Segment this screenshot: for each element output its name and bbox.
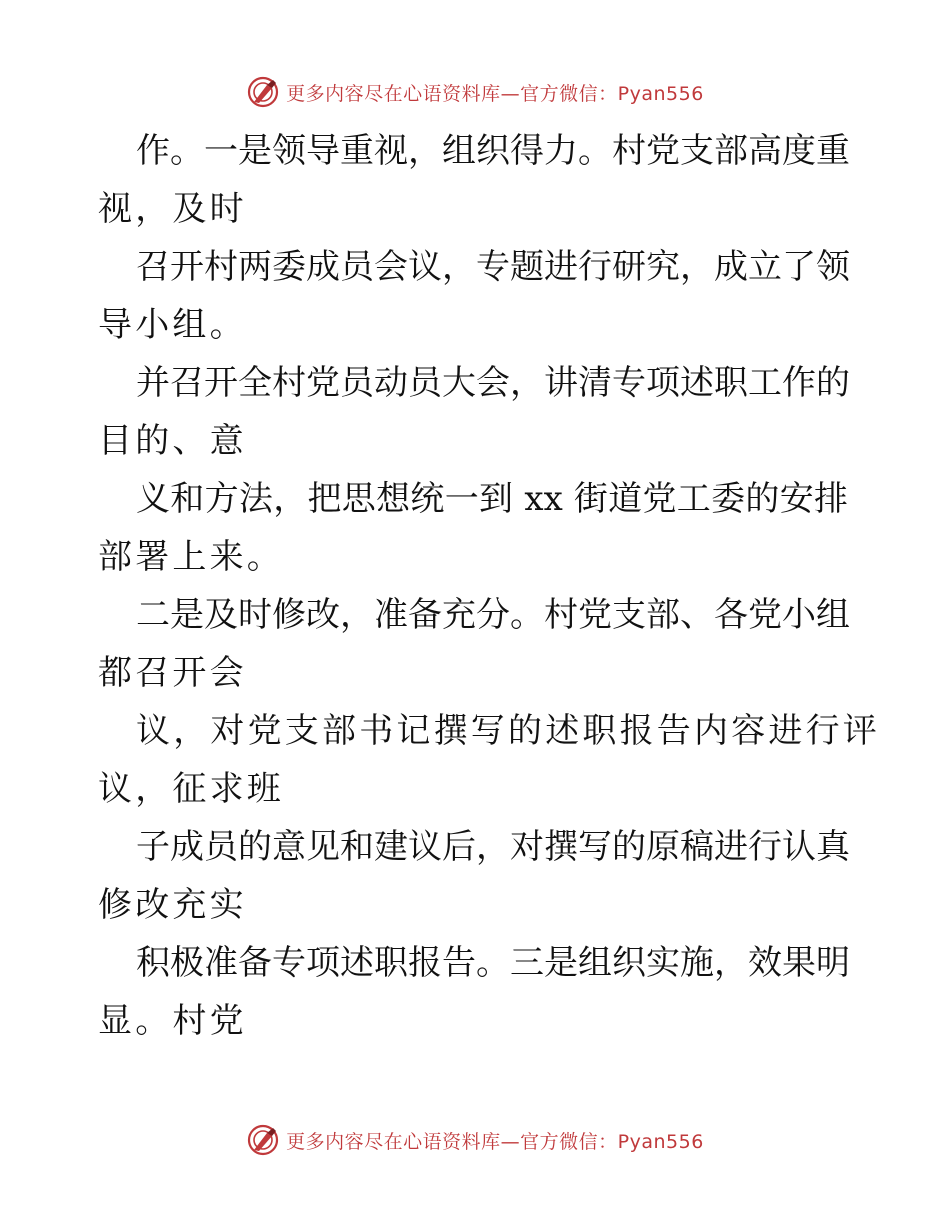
- footer-watermark: [0, 1122, 950, 1158]
- text-line: 议，对党支部书记撰写的述职报告内容进行评: [136, 711, 880, 751]
- watermark-text: 更多内容尽在心语资料库—官方微信：Pyan556: [286, 82, 704, 105]
- text-line: 作。一是领导重视，组织得力。村党支部高度重: [136, 131, 850, 171]
- header-watermark: [0, 74, 950, 110]
- text-line: 视，及时: [98, 189, 247, 229]
- text-line: 修改充实: [98, 885, 247, 925]
- text-line: 召开村两委成员会议，专题进行研究，成立了领: [136, 247, 850, 287]
- text-line: 导小组。: [98, 305, 247, 345]
- text-line: 目的、意: [98, 421, 247, 461]
- text-line: 显。村党: [98, 1001, 247, 1041]
- watermark-text: 更多内容尽在心语资料库—官方微信：Pyan556: [286, 1130, 704, 1153]
- text-line: 并召开全村党员动员大会，讲清专项述职工作的: [136, 363, 850, 403]
- text-line: 二是及时修改，准备充分。村党支部、各党小组: [136, 595, 850, 635]
- pen-nib-circle-icon: [246, 1123, 280, 1157]
- text-line: 议，征求班: [98, 769, 284, 809]
- text-line: 义和方法，把思想统一到 xx 街道党工委的安排: [136, 479, 848, 519]
- text-line: 积极准备专项述职报告。三是组织实施，效果明: [136, 943, 850, 983]
- document-body: [98, 122, 880, 1050]
- text-line: 都召开会: [98, 653, 247, 693]
- pen-nib-circle-icon: [246, 75, 280, 109]
- text-line: 部署上来。: [98, 537, 284, 577]
- text-line: 子成员的意见和建议后，对撰写的原稿进行认真: [136, 827, 850, 867]
